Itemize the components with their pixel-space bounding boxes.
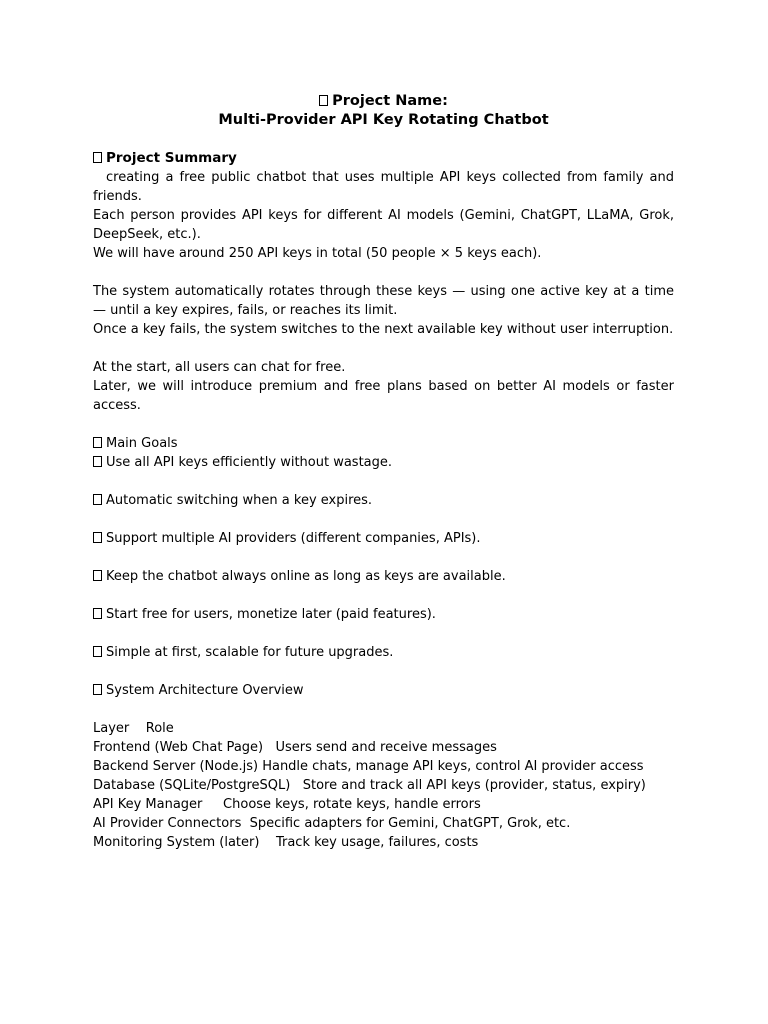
table-row: Database (SQLite/PostgreSQL) Store and track all API keys (provider, status, expiry)	[93, 778, 646, 793]
goal-item: Keep the chatbot always online as long as keys are available.	[93, 567, 674, 586]
target-icon	[93, 437, 102, 448]
goals-heading: Main Goals	[93, 434, 674, 453]
architecture-heading: System Architecture Overview	[93, 681, 674, 700]
check-icon	[93, 570, 102, 581]
table-row: API Key Manager Choose keys, rotate keys, handle errors	[93, 797, 481, 812]
goal-item: Simple at first, scalable for future upgrades.	[93, 643, 674, 662]
architecture-table-header: Layer Role	[93, 721, 174, 736]
goal-item: Use all API keys efficiently without wastage.	[93, 453, 674, 472]
table-row: Backend Server (Node.js) Handle chats, manage API keys, control AI provider access	[93, 759, 644, 774]
check-icon	[93, 494, 102, 505]
pin-icon	[319, 95, 328, 106]
plans-paragraph-2: Later, we will introduce premium and free plans based on better AI models or faster access.	[93, 379, 674, 413]
summary-paragraph-1: creating a free public chatbot that uses multiple API keys collected from family and friends.	[93, 170, 674, 204]
check-icon	[93, 608, 102, 619]
summary-paragraph-2: Each person provides API keys for different AI models (Gemini, ChatGPT, LLaMA, Grok, DeepSeek, etc.).	[93, 208, 674, 242]
plans-paragraph-1: At the start, all users can chat for free.	[93, 360, 346, 375]
check-icon	[93, 456, 102, 467]
rotation-paragraph-1: The system automatically rotates through these keys — using one active key at a time — until a key expires, fails, or reaches its limit.	[93, 284, 674, 318]
goal-item: Support multiple AI providers (different companies, APIs).	[93, 529, 674, 548]
rotation-paragraph-2: Once a key fails, the system switches to the next available key without user interruption.	[93, 322, 674, 337]
project-name-label: Project Name:	[93, 92, 674, 111]
table-row: AI Provider Connectors Specific adapters for Gemini, ChatGPT, Grok, etc.	[93, 816, 571, 831]
goal-item: Automatic switching when a key expires.	[93, 491, 674, 510]
document-page	[93, 92, 674, 852]
table-row: Monitoring System (later) Track key usage, failures, costs	[93, 835, 479, 850]
check-icon	[93, 532, 102, 543]
goal-item: Start free for users, monetize later (paid features).	[93, 605, 674, 624]
document-icon	[93, 152, 102, 163]
check-icon	[93, 646, 102, 657]
building-icon	[93, 684, 102, 695]
table-row: Frontend (Web Chat Page) Users send and receive messages	[93, 740, 497, 755]
summary-paragraph-3: We will have around 250 API keys in total (50 people × 5 keys each).	[93, 246, 542, 261]
summary-heading: Project Summary	[93, 149, 674, 168]
project-title: Multi-Provider API Key Rotating Chatbot	[218, 112, 549, 128]
